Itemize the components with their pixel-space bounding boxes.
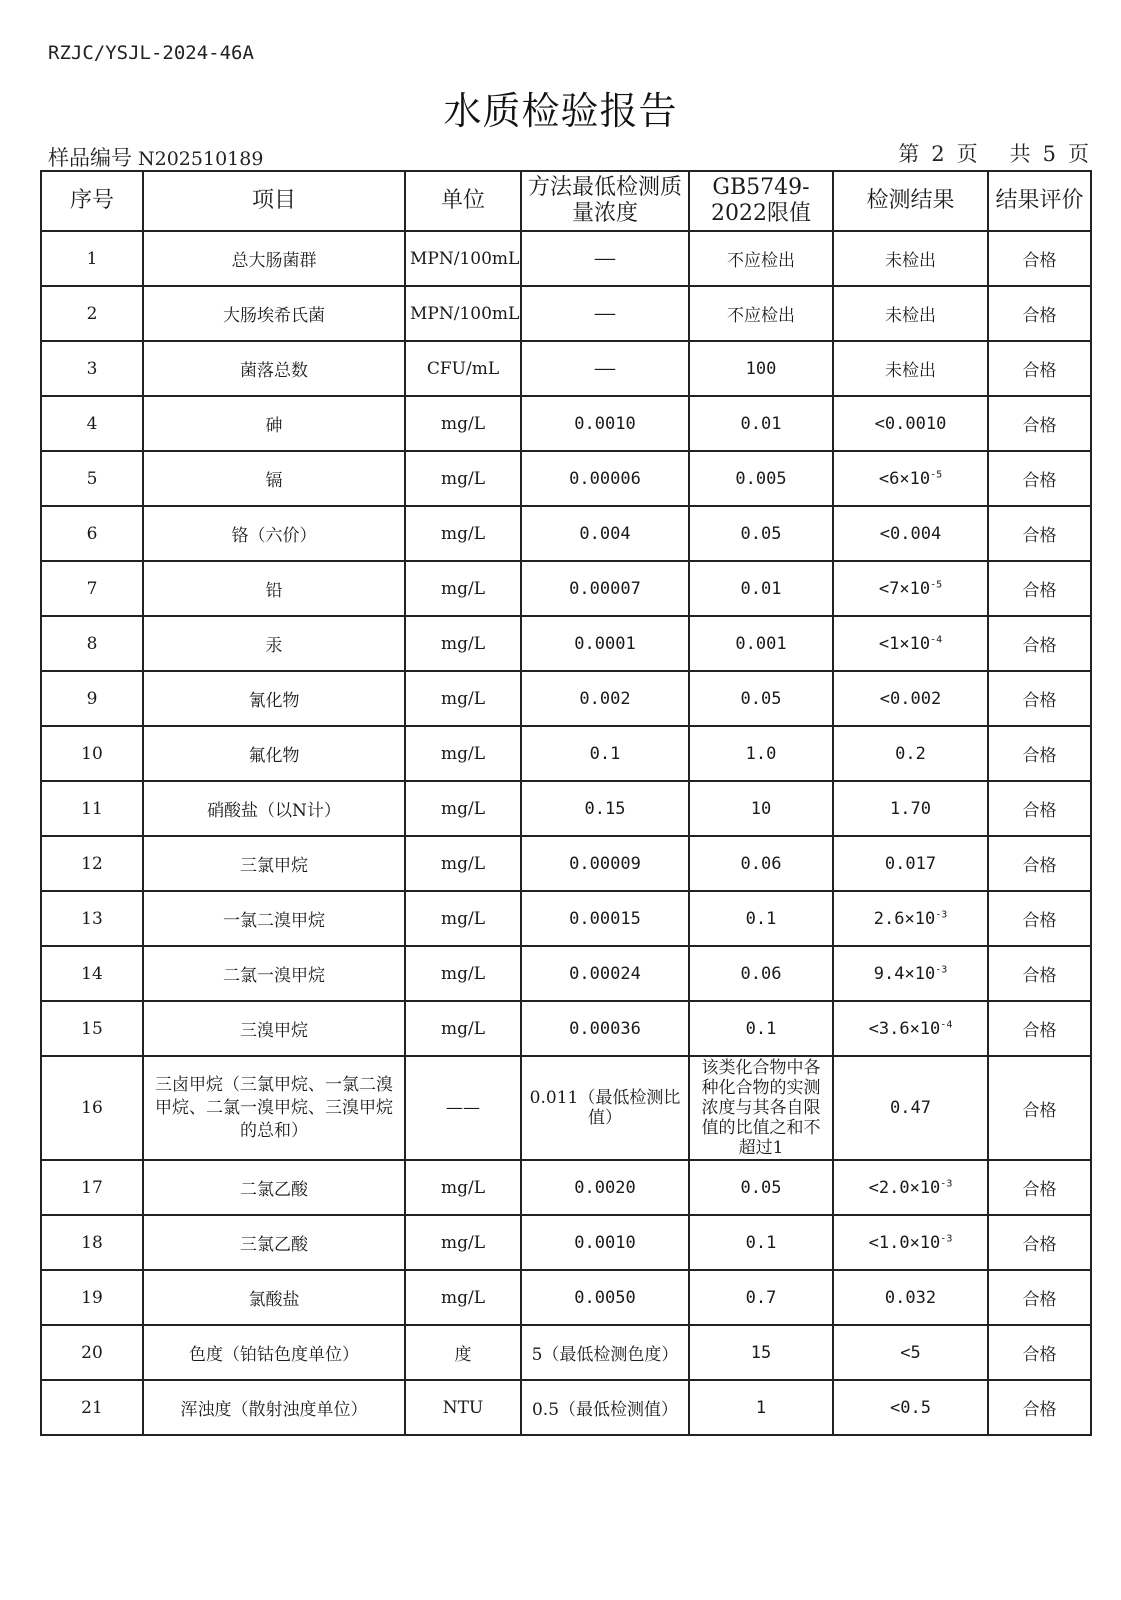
row-result: 0.032 bbox=[833, 1270, 988, 1325]
row-unit: —— bbox=[405, 1056, 521, 1160]
document-number: RZJC/YSJL-2024-46A bbox=[48, 42, 254, 64]
row-result: <0.5 bbox=[833, 1380, 988, 1435]
row-no: 8 bbox=[41, 616, 143, 671]
row-mdl: 0.1 bbox=[521, 726, 689, 781]
row-unit: NTU bbox=[405, 1380, 521, 1435]
row-unit: 度 bbox=[405, 1325, 521, 1380]
row-eval: 合格 bbox=[988, 726, 1091, 781]
row-mdl: —— bbox=[521, 341, 689, 396]
row-item: 二氯一溴甲烷 bbox=[143, 946, 405, 1001]
row-item: 浑浊度（散射浊度单位） bbox=[143, 1380, 405, 1435]
row-limit: 不应检出 bbox=[689, 231, 833, 286]
row-mdl: 0.15 bbox=[521, 781, 689, 836]
row-result: 0.2 bbox=[833, 726, 988, 781]
row-eval: 合格 bbox=[988, 506, 1091, 561]
result-exponent: -3 bbox=[940, 1232, 953, 1244]
row-eval: 合格 bbox=[988, 1056, 1091, 1160]
row-result bbox=[833, 1001, 988, 1056]
table-row bbox=[41, 1325, 1091, 1380]
row-no: 19 bbox=[41, 1270, 143, 1325]
report-title: 水质检验报告 bbox=[443, 89, 678, 133]
result-exponent: -5 bbox=[930, 468, 943, 480]
row-no: 1 bbox=[41, 231, 143, 286]
row-result: 0.47 bbox=[833, 1056, 988, 1160]
row-no: 20 bbox=[41, 1325, 143, 1380]
row-mdl: 0.5（最低检测值） bbox=[521, 1380, 689, 1435]
row-result: 1.70 bbox=[833, 781, 988, 836]
row-no: 3 bbox=[41, 341, 143, 396]
row-result bbox=[833, 451, 988, 506]
result-exponent: -5 bbox=[930, 578, 943, 590]
row-eval: 合格 bbox=[988, 231, 1091, 286]
row-limit: 0.01 bbox=[689, 561, 833, 616]
result-exponent: -4 bbox=[940, 1018, 953, 1030]
row-item: 铅 bbox=[143, 561, 405, 616]
table-header-row bbox=[41, 171, 1091, 231]
row-mdl: 0.0010 bbox=[521, 396, 689, 451]
row-eval: 合格 bbox=[988, 836, 1091, 891]
row-no: 4 bbox=[41, 396, 143, 451]
row-mdl: 0.00024 bbox=[521, 946, 689, 1001]
row-no: 10 bbox=[41, 726, 143, 781]
row-limit: 该类化合物中各种化合物的实测浓度与其各自限值的比值之和不超过1 bbox=[689, 1056, 833, 1160]
table-row bbox=[41, 616, 1091, 671]
row-unit: mg/L bbox=[405, 1270, 521, 1325]
row-item: 菌落总数 bbox=[143, 341, 405, 396]
row-result: <0.002 bbox=[833, 671, 988, 726]
result-exponent: -3 bbox=[935, 908, 948, 920]
row-eval: 合格 bbox=[988, 891, 1091, 946]
row-unit: mg/L bbox=[405, 1160, 521, 1215]
row-mdl: 5（最低检测色度） bbox=[521, 1325, 689, 1380]
row-limit: 0.05 bbox=[689, 506, 833, 561]
row-unit: mg/L bbox=[405, 726, 521, 781]
table-row bbox=[41, 451, 1091, 506]
row-no: 14 bbox=[41, 946, 143, 1001]
table-row bbox=[41, 836, 1091, 891]
header-unit: 单位 bbox=[405, 171, 521, 231]
sample-number-label: 样品编号 bbox=[48, 146, 132, 170]
table-row bbox=[41, 506, 1091, 561]
row-limit: 0.06 bbox=[689, 946, 833, 1001]
results-table bbox=[40, 170, 1092, 1436]
table-row bbox=[41, 946, 1091, 1001]
row-limit: 0.7 bbox=[689, 1270, 833, 1325]
row-limit: 0.1 bbox=[689, 891, 833, 946]
row-unit: mg/L bbox=[405, 946, 521, 1001]
row-item: 色度（铂钴色度单位） bbox=[143, 1325, 405, 1380]
row-no: 17 bbox=[41, 1160, 143, 1215]
page-current: 2 bbox=[931, 142, 945, 166]
row-no: 15 bbox=[41, 1001, 143, 1056]
row-mdl: 0.0020 bbox=[521, 1160, 689, 1215]
row-no: 2 bbox=[41, 286, 143, 341]
row-eval: 合格 bbox=[988, 286, 1091, 341]
page-indicator bbox=[892, 138, 1095, 168]
table-row bbox=[41, 1160, 1091, 1215]
row-item: 三溴甲烷 bbox=[143, 1001, 405, 1056]
row-limit: 0.05 bbox=[689, 671, 833, 726]
row-eval: 合格 bbox=[988, 781, 1091, 836]
row-limit: 不应检出 bbox=[689, 286, 833, 341]
row-eval: 合格 bbox=[988, 1001, 1091, 1056]
row-result bbox=[833, 946, 988, 1001]
row-limit: 1.0 bbox=[689, 726, 833, 781]
row-eval: 合格 bbox=[988, 1160, 1091, 1215]
row-unit: CFU/mL bbox=[405, 341, 521, 396]
row-no: 7 bbox=[41, 561, 143, 616]
row-unit: mg/L bbox=[405, 1215, 521, 1270]
row-result bbox=[833, 616, 988, 671]
table-row bbox=[41, 1215, 1091, 1270]
row-item: 镉 bbox=[143, 451, 405, 506]
result-exponent: -3 bbox=[940, 1177, 953, 1189]
header-mdl: 方法最低检测质量浓度 bbox=[521, 171, 689, 231]
row-item: 一氯二溴甲烷 bbox=[143, 891, 405, 946]
row-mdl: 0.00007 bbox=[521, 561, 689, 616]
row-mdl: 0.00009 bbox=[521, 836, 689, 891]
result-mantissa: 9.4×10 bbox=[873, 963, 936, 984]
page-total-prefix: 共 bbox=[1009, 142, 1031, 166]
row-item: 氟化物 bbox=[143, 726, 405, 781]
table-row bbox=[41, 891, 1091, 946]
row-result bbox=[833, 561, 988, 616]
result-mantissa: <2.0×10 bbox=[868, 1177, 941, 1198]
row-result: <5 bbox=[833, 1325, 988, 1380]
row-limit: 15 bbox=[689, 1325, 833, 1380]
row-mdl: 0.0010 bbox=[521, 1215, 689, 1270]
result-mantissa: <1×10 bbox=[878, 633, 931, 654]
row-unit: mg/L bbox=[405, 506, 521, 561]
page-prefix: 第 bbox=[898, 142, 920, 166]
row-result bbox=[833, 891, 988, 946]
table-row bbox=[41, 671, 1091, 726]
row-eval: 合格 bbox=[988, 1215, 1091, 1270]
row-result: <0.0010 bbox=[833, 396, 988, 451]
row-item: 硝酸盐（以N计） bbox=[143, 781, 405, 836]
row-result: 未检出 bbox=[833, 231, 988, 286]
result-mantissa: <7×10 bbox=[878, 578, 931, 599]
table-row bbox=[41, 396, 1091, 451]
row-mdl: 0.011（最低检测比值） bbox=[521, 1056, 689, 1160]
table-row bbox=[41, 1001, 1091, 1056]
row-limit: 10 bbox=[689, 781, 833, 836]
row-unit: mg/L bbox=[405, 1001, 521, 1056]
row-item: 大肠埃希氏菌 bbox=[143, 286, 405, 341]
row-unit: mg/L bbox=[405, 396, 521, 451]
row-unit: MPN/100mL bbox=[405, 286, 521, 341]
table-row bbox=[41, 286, 1091, 341]
row-item: 汞 bbox=[143, 616, 405, 671]
row-eval: 合格 bbox=[988, 671, 1091, 726]
row-unit: mg/L bbox=[405, 671, 521, 726]
row-item: 三氯乙酸 bbox=[143, 1215, 405, 1270]
row-no: 18 bbox=[41, 1215, 143, 1270]
header-result: 检测结果 bbox=[833, 171, 988, 231]
result-exponent: -4 bbox=[930, 633, 943, 645]
row-item: 二氯乙酸 bbox=[143, 1160, 405, 1215]
row-eval: 合格 bbox=[988, 616, 1091, 671]
row-limit: 0.1 bbox=[689, 1001, 833, 1056]
row-eval: 合格 bbox=[988, 1270, 1091, 1325]
row-result: 0.017 bbox=[833, 836, 988, 891]
row-mdl: 0.004 bbox=[521, 506, 689, 561]
result-mantissa: <6×10 bbox=[878, 468, 931, 489]
table-row bbox=[41, 1056, 1091, 1160]
row-limit: 0.001 bbox=[689, 616, 833, 671]
row-mdl: —— bbox=[521, 286, 689, 341]
header-item: 项目 bbox=[143, 171, 405, 231]
row-limit: 1 bbox=[689, 1380, 833, 1435]
row-no: 13 bbox=[41, 891, 143, 946]
table-row bbox=[41, 726, 1091, 781]
row-no: 9 bbox=[41, 671, 143, 726]
row-mdl: 0.002 bbox=[521, 671, 689, 726]
row-no: 6 bbox=[41, 506, 143, 561]
row-limit: 0.1 bbox=[689, 1215, 833, 1270]
row-mdl: —— bbox=[521, 231, 689, 286]
row-unit: mg/L bbox=[405, 891, 521, 946]
table-row bbox=[41, 231, 1091, 286]
row-item: 氰化物 bbox=[143, 671, 405, 726]
row-eval: 合格 bbox=[988, 451, 1091, 506]
row-item: 氯酸盐 bbox=[143, 1270, 405, 1325]
table-row bbox=[41, 341, 1091, 396]
row-eval: 合格 bbox=[988, 341, 1091, 396]
row-unit: mg/L bbox=[405, 836, 521, 891]
row-mdl: 0.0050 bbox=[521, 1270, 689, 1325]
row-eval: 合格 bbox=[988, 561, 1091, 616]
row-mdl: 0.00015 bbox=[521, 891, 689, 946]
row-unit: mg/L bbox=[405, 616, 521, 671]
row-mdl: 0.0001 bbox=[521, 616, 689, 671]
row-no: 12 bbox=[41, 836, 143, 891]
row-result: 未检出 bbox=[833, 341, 988, 396]
row-limit: 0.05 bbox=[689, 1160, 833, 1215]
row-unit: mg/L bbox=[405, 781, 521, 836]
row-limit: 0.06 bbox=[689, 836, 833, 891]
row-eval: 合格 bbox=[988, 396, 1091, 451]
row-result: <0.004 bbox=[833, 506, 988, 561]
result-mantissa: <3.6×10 bbox=[868, 1018, 941, 1039]
table-row bbox=[41, 561, 1091, 616]
header-no: 序号 bbox=[41, 171, 143, 231]
row-limit: 0.005 bbox=[689, 451, 833, 506]
table-row bbox=[41, 1380, 1091, 1435]
row-result bbox=[833, 1215, 988, 1270]
row-limit: 100 bbox=[689, 341, 833, 396]
sample-number-value: N202510189 bbox=[138, 148, 264, 170]
row-eval: 合格 bbox=[988, 946, 1091, 1001]
row-no: 11 bbox=[41, 781, 143, 836]
row-unit: mg/L bbox=[405, 451, 521, 506]
page-total: 5 bbox=[1042, 142, 1056, 166]
row-no: 16 bbox=[41, 1056, 143, 1160]
result-mantissa: <1.0×10 bbox=[868, 1232, 941, 1253]
row-item: 铬（六价） bbox=[143, 506, 405, 561]
row-mdl: 0.00036 bbox=[521, 1001, 689, 1056]
row-item: 三氯甲烷 bbox=[143, 836, 405, 891]
row-result bbox=[833, 1160, 988, 1215]
table-row bbox=[41, 781, 1091, 836]
row-eval: 合格 bbox=[988, 1325, 1091, 1380]
row-unit: mg/L bbox=[405, 561, 521, 616]
row-item: 总大肠菌群 bbox=[143, 231, 405, 286]
row-unit: MPN/100mL bbox=[405, 231, 521, 286]
page-suffix: 页 bbox=[1068, 142, 1089, 166]
sample-number bbox=[48, 142, 263, 172]
page-mid: 页 bbox=[956, 142, 978, 166]
row-limit: 0.01 bbox=[689, 396, 833, 451]
row-no: 5 bbox=[41, 451, 143, 506]
row-item: 三卤甲烷（三氯甲烷、一氯二溴甲烷、二氯一溴甲烷、三溴甲烷的总和） bbox=[143, 1056, 405, 1160]
table-row bbox=[41, 1270, 1091, 1325]
result-exponent: -3 bbox=[935, 963, 948, 975]
row-item: 砷 bbox=[143, 396, 405, 451]
row-eval: 合格 bbox=[988, 1380, 1091, 1435]
header-limit: GB5749-2022限值 bbox=[689, 171, 833, 231]
row-no: 21 bbox=[41, 1380, 143, 1435]
row-mdl: 0.00006 bbox=[521, 451, 689, 506]
result-mantissa: 2.6×10 bbox=[873, 908, 936, 929]
header-eval: 结果评价 bbox=[988, 171, 1091, 231]
row-result: 未检出 bbox=[833, 286, 988, 341]
